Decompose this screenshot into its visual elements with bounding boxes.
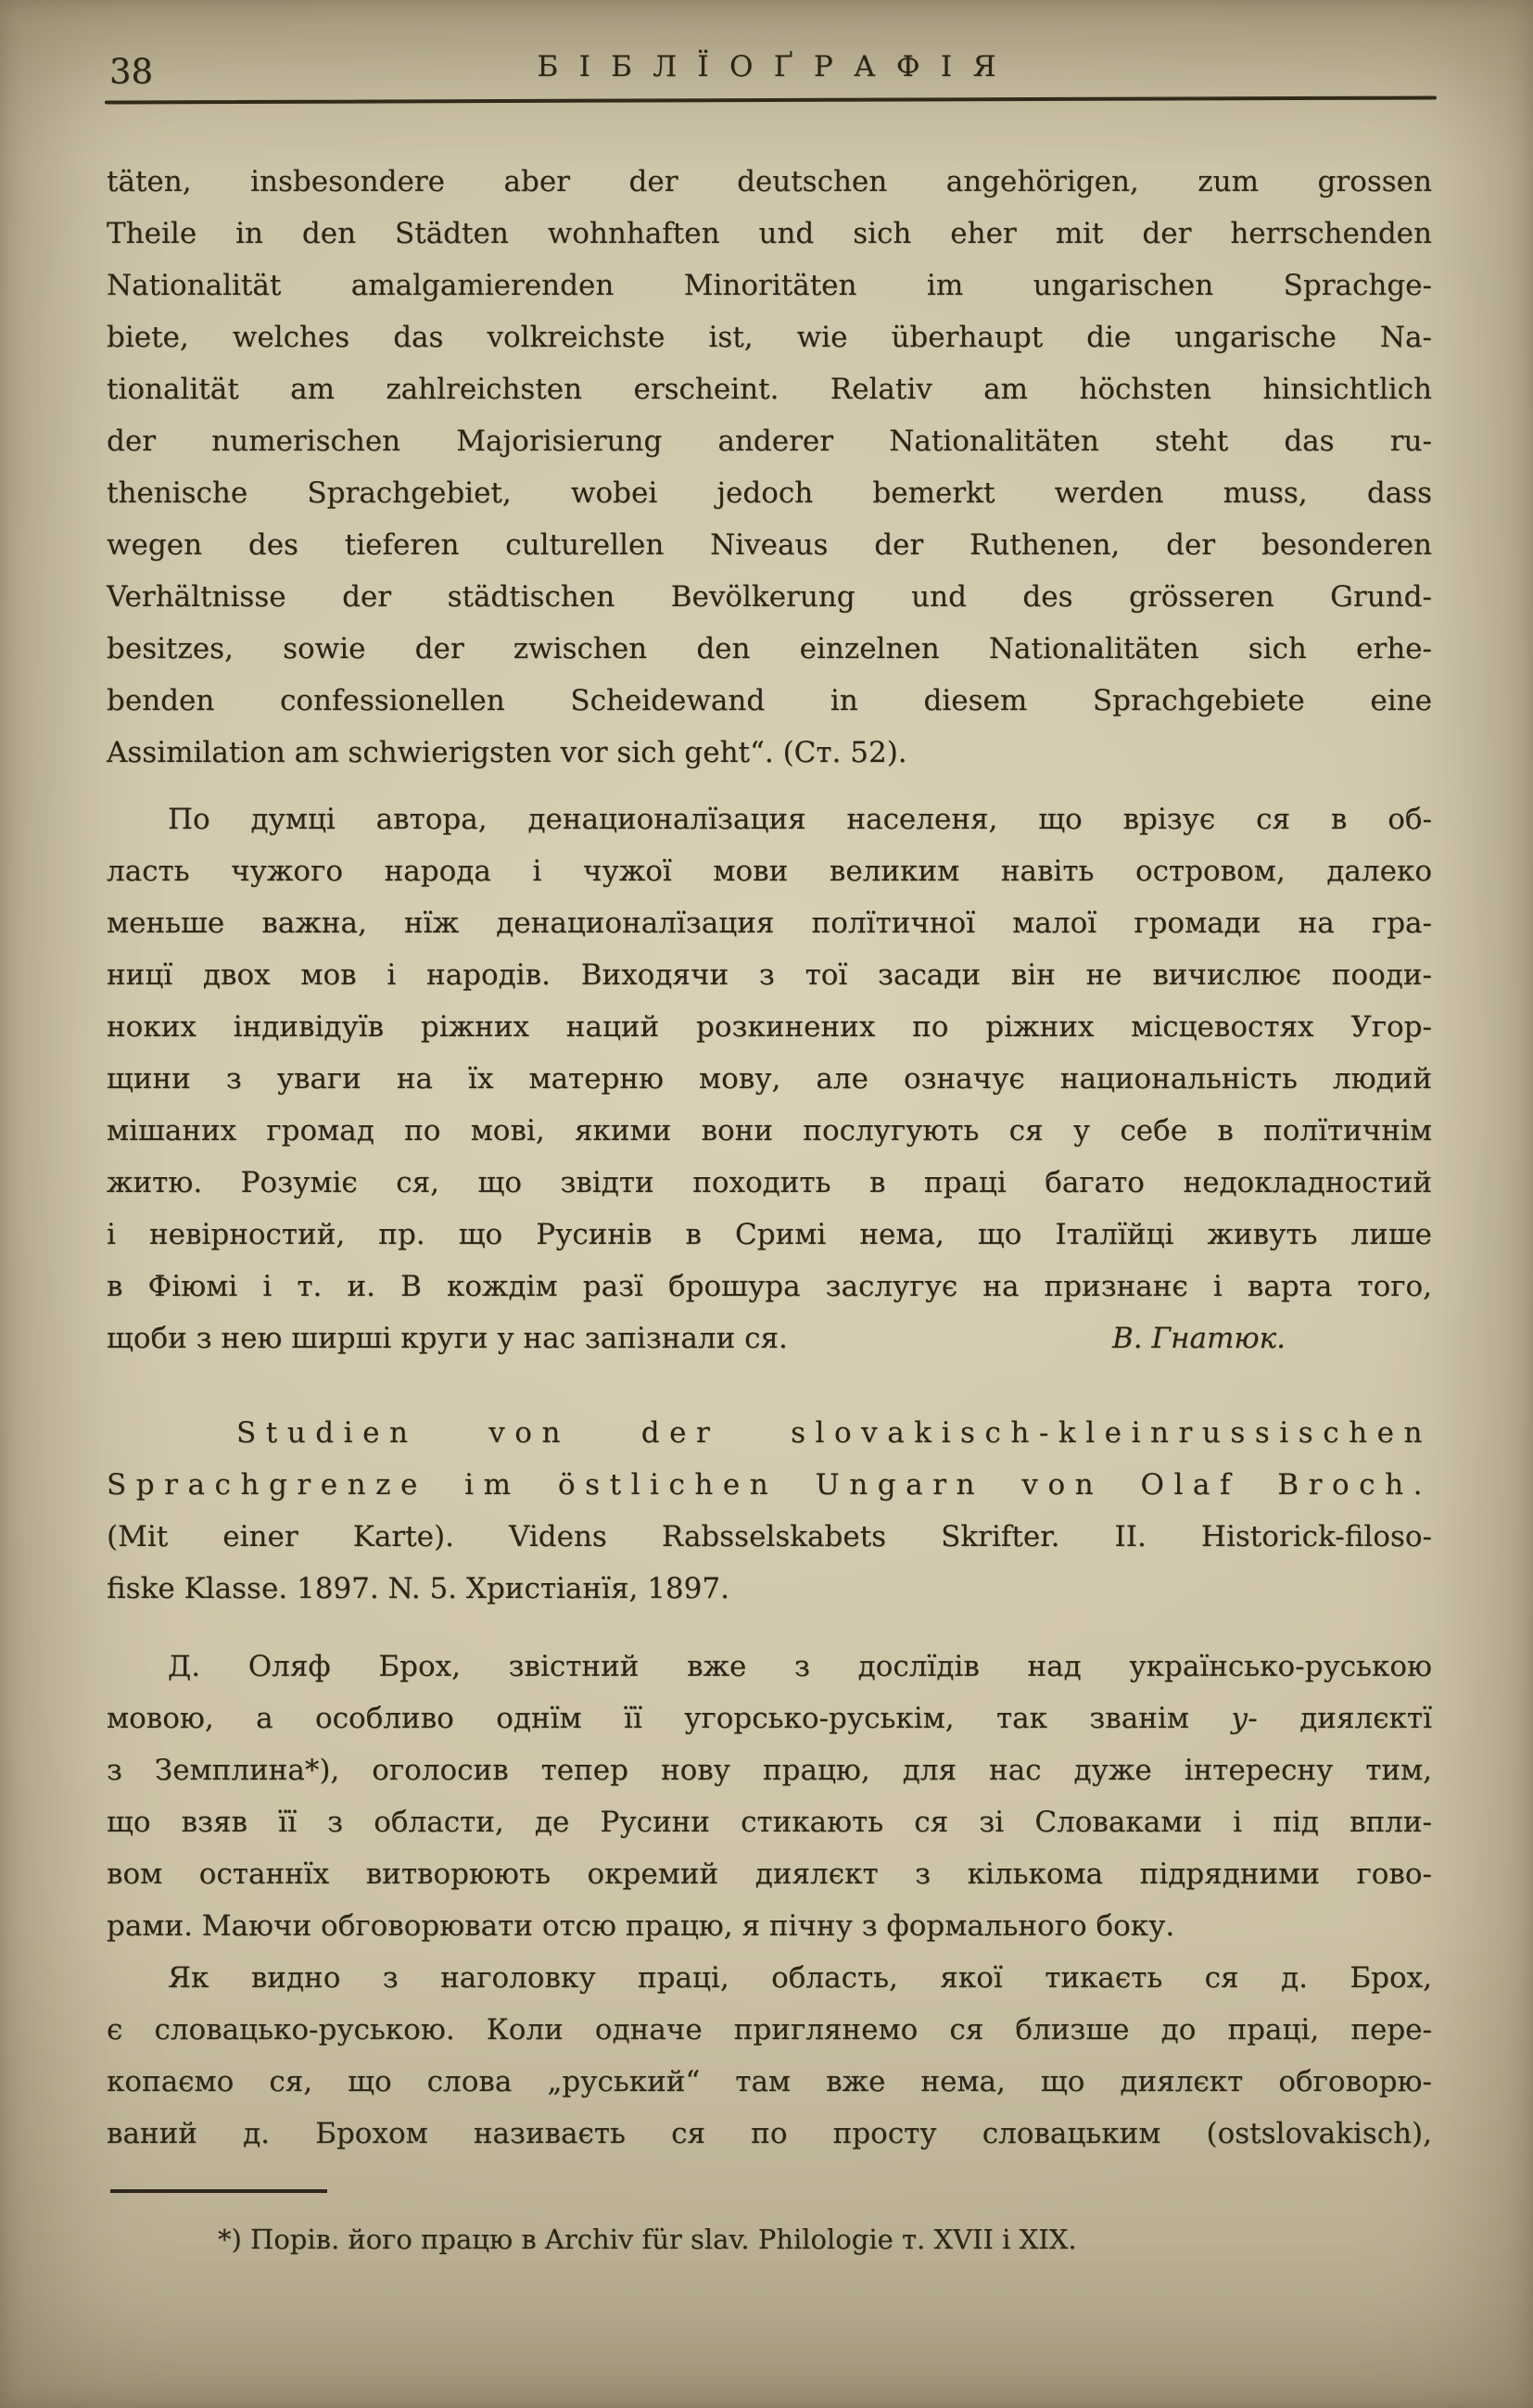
text-line: щини з уваги на їх матерню мову, але означує национальність людий [107,1062,1432,1096]
broch-review-paragraph-1 [107,1641,1432,1952]
broch-review-paragraph-2 [107,1952,1432,2160]
running-title: БІБЛЇОҐРАФІЯ [537,50,1017,83]
closing-sentence: щоби з нею ширші круги у нас запізнали ся. [107,1322,788,1355]
text-line: Theile in den Städten wohnhaften und sich eher mit der herrschenden [107,217,1432,250]
review-signature: В. Гнатюк. [1112,1322,1286,1355]
text-line: По думці автора, денационалїзация населеня, що врізує ся в об- [168,803,1432,836]
text-line: biete, welches das volkreichste ist, wie überhaupt die ungarische Na- [107,321,1432,354]
footnote [107,2215,1432,2263]
text-line: з Земплина*), оголосив тепер нову працю, для нас дуже інтересну тим, [107,1754,1432,1787]
text-line: wegen des tieferen culturellen Niveaus der Ruthenen, der besonderen [107,528,1432,562]
text-line: мішаних громад по мові, якими вони послугують ся у себе в полїтичнім [107,1114,1432,1147]
footnote-marker: *) [218,2224,242,2255]
text-line: täten, insbesondere aber der deutschen angehörigen, zum grossen [107,165,1432,198]
text-line: вом останнїх витворюють окремий диялєкт з кількома підрядними гово- [107,1857,1432,1891]
text-line: житю. Розуміє ся, що звідти походить в праці багато недокладностий [107,1166,1432,1199]
text-line: Як видно з наголовку праці, область, якої тикаєть ся д. Брох, [168,1961,1432,1995]
text-line: besitzes, sowie der zwischen den einzelnen Nationalitäten sich erhe- [107,632,1432,665]
text-line: benden confessionellen Scheidewand in diesem Sprachgebiete eine [107,684,1432,717]
header-rule [105,95,1437,104]
text-line: Assimilation am schwierigsten vor sich geht“. (Ст. 52). [107,736,907,769]
text-line: і невірностий, пр. що Русинів в Сримі нема, що Італїйці живуть лише [107,1218,1432,1251]
text-line: що взяв її з области, де Русини стикають ся зі Словаками і під впли- [107,1806,1432,1839]
text-line: копаємо ся, що слова „руський“ там вже нема, що диялєкт обговорю- [107,2065,1432,2098]
text-line: Д. Оляф Брох, звістний вже з дослїдів над українсько-руською [168,1650,1432,1683]
text-line: ноких індивідуїв ріжних наций розкинених по ріжних місцевостях Угор- [107,1010,1432,1044]
line-segment: мовою, а особливо однїм її угорсько-руськім, так званім [107,1702,1232,1735]
text-line: меньше важна, нїж денационалїзация полїтичної малої громади на гра- [107,906,1432,940]
german-review-paragraph [107,156,1432,779]
entry-heading-line: Studien von der slovakisch-kleinrussischen [236,1416,1432,1450]
entry-heading-line: fiske Klasse. 1897. N. 5. Христіанїя, 1897. [107,1572,729,1605]
footnote-text: Порів. його працю в Archiv für slav. Philologie т. XVII і XIX. [241,2224,1077,2255]
line-segment: диялєктї [1257,1702,1432,1735]
text-line: ласть чужого народа і чужої мови великим навіть островом, далеко [107,855,1432,888]
text-line [107,1692,1432,1744]
page-body [107,156,1432,2263]
text-line [107,1312,1432,1364]
dialect-letter-italic: у- [1231,1702,1258,1735]
ukrainian-review-paragraph [107,793,1432,1364]
text-line: tionalität am zahlreichsten erscheint. Relativ am höchsten hinsichtlich [107,373,1432,406]
text-line: Verhältnisse der städtischen Bevölkerung und des grösseren Grund- [107,580,1432,614]
footnote-divider [110,2189,327,2193]
text-line: thenische Sprachgebiet, wobei jedoch bemerkt werden muss, dass [107,476,1432,510]
entry-heading-line: (Mit einer Karte). Videns Rabsselskabets Skrifter. II. Historick-filoso- [107,1520,1432,1553]
entry-heading-line: Sprachgrenze im östlichen Ungarn von Olaf Broch. [107,1468,1432,1502]
text-line: рами. Маючи обговорювати отсю працю, я пічну з формального боку. [107,1909,1175,1943]
text-line: в Фіюмі і т. и. В кождім разї брошура заслугує на признанє і варта того, [107,1270,1432,1303]
text-line: der numerischen Majorisierung anderer Nationalitäten steht das ru- [107,425,1432,458]
text-line: є словацько-руською. Коли одначе приглянемо ся близше до праці, пере- [107,2013,1432,2047]
entry-heading [107,1407,1432,1615]
text-line: ваний д. Брохом називаєть ся по просту словацьким (ostslovakisch), [107,2117,1432,2150]
text-line: Nationalität amalgamierenden Minoritäten im ungarischen Sprachge- [107,269,1432,302]
text-line: ницї двох мов і народів. Виходячи з тої засади він не вичислює пооди- [107,958,1432,992]
page-number: 38 [109,52,154,92]
